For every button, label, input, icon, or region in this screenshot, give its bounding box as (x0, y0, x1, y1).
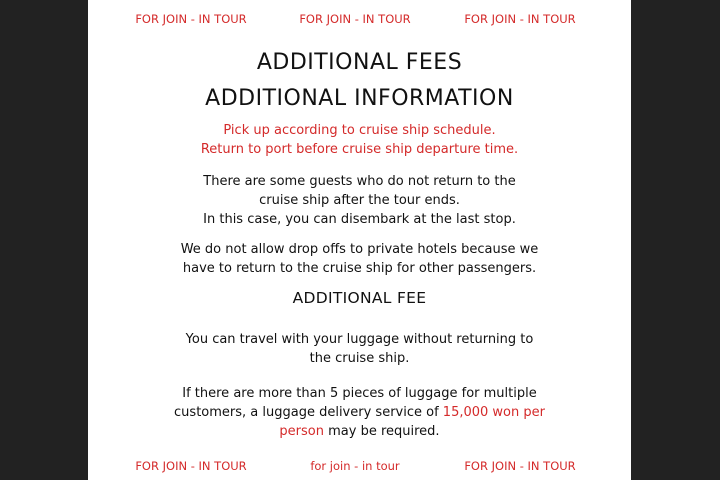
tag-label: FOR JOIN - IN TOUR (135, 12, 247, 26)
delivery-line: If there are more than 5 pieces of luggage for multiple (182, 386, 537, 401)
pickup-notice (88, 121, 631, 159)
delivery-line (88, 403, 631, 422)
tag-label: FOR JOIN - IN TOUR (464, 12, 576, 26)
guests-paragraph (88, 172, 631, 229)
tag-label: FOR JOIN - IN TOUR (135, 459, 247, 473)
page-title-information: ADDITIONAL INFORMATION (205, 86, 514, 111)
additional-fee-heading: ADDITIONAL FEE (292, 289, 427, 307)
tag-label: FOR JOIN - IN TOUR (299, 12, 411, 26)
delivery-text: customers, a luggage delivery service of (174, 405, 443, 420)
page-title-fees: ADDITIONAL FEES (256, 50, 463, 75)
luggage-line: You can travel with your luggage without returning to (185, 332, 534, 347)
delivery-price-unit: person (279, 424, 324, 439)
info-card (88, 0, 631, 480)
delivery-line (88, 422, 631, 441)
guests-line: In this case, you can disembark at the last stop. (203, 212, 516, 227)
pickup-line: Pick up according to cruise ship schedule. (223, 123, 496, 138)
dropoff-line: We do not allow drop offs to private hotels because we (180, 242, 539, 257)
tag-label: for join - in tour (310, 459, 400, 473)
luggage-line: the cruise ship. (309, 351, 410, 366)
tag-label: FOR JOIN - IN TOUR (464, 459, 576, 473)
dropoff-paragraph (88, 240, 631, 278)
guests-line: cruise ship after the tour ends. (259, 193, 460, 208)
delivery-text: may be required. (323, 424, 440, 439)
guests-line: There are some guests who do not return to the (203, 174, 516, 189)
luggage-paragraph (88, 330, 631, 368)
delivery-paragraph (88, 384, 631, 441)
pickup-line: Return to port before cruise ship departure time. (200, 142, 519, 157)
delivery-price: 15,000 won per (442, 405, 545, 420)
dropoff-line: have to return to the cruise ship for other passengers. (182, 261, 537, 276)
